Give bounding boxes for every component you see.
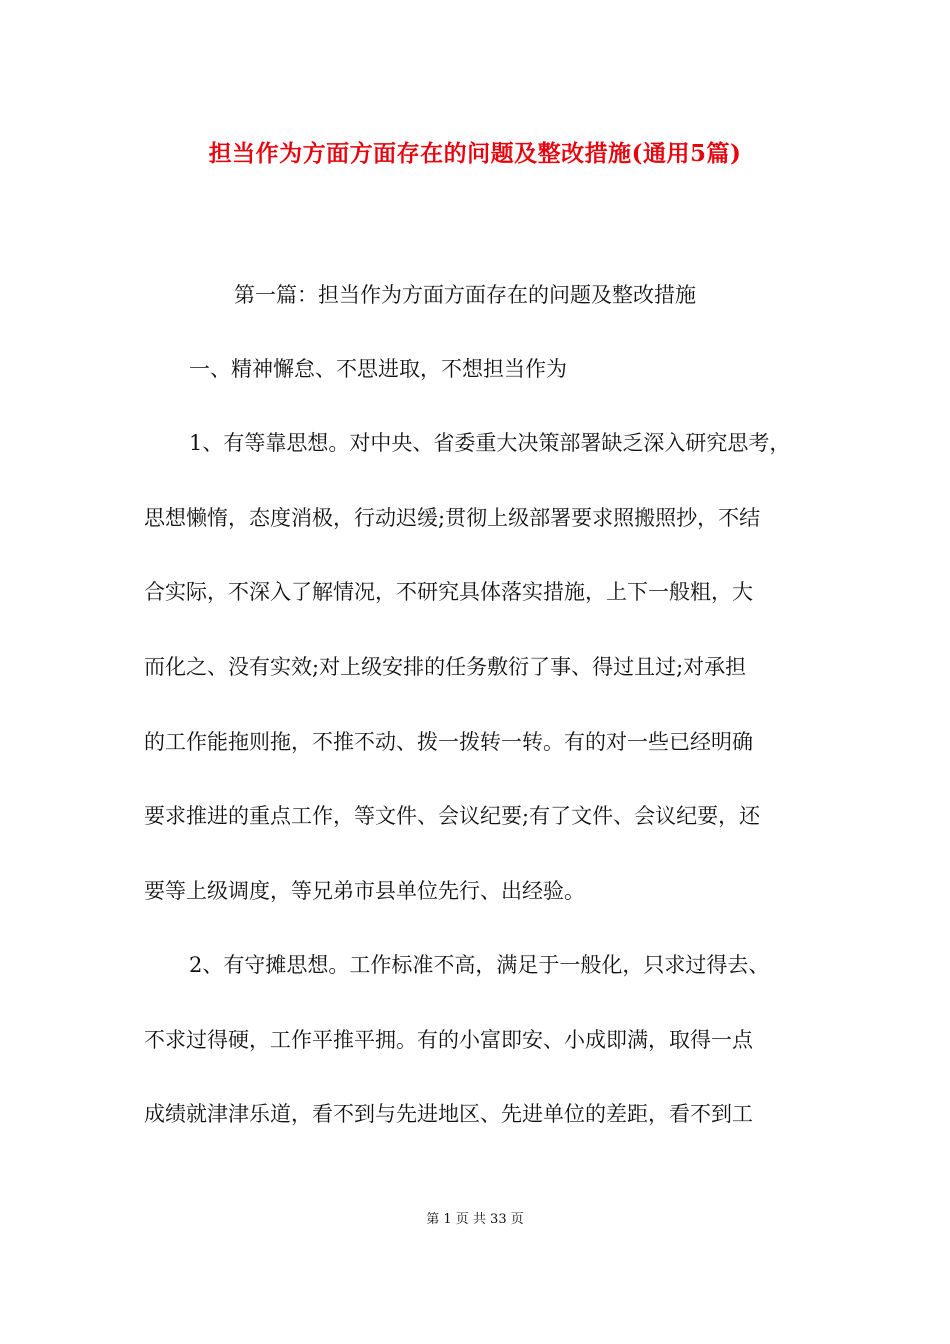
paragraph-line: 合实际，不深入了解情况，不研究具体落实措施，上下一般粗，大 <box>144 580 753 604</box>
paragraph-line: 要求推进的重点工作，等文件、会议纪要;有了文件、会议纪要，还 <box>144 804 761 828</box>
paragraph-line: 的工作能拖则拖，不推不动、拨一拨转一转。有的对一些已经明确 <box>144 730 753 754</box>
paragraph-line: 要等上级调度，等兄弟市县单位先行、出经验。 <box>144 879 585 903</box>
paragraph-line: 而化之、没有实效;对上级安排的任务敷衍了事、得过且过;对承担 <box>144 655 747 679</box>
paragraph-line: 不求过得硬，工作平推平拥。有的小富即安、小成即满，取得一点 <box>144 1028 753 1052</box>
paragraph-line: 成绩就津津乐道，看不到与先进地区、先进单位的差距，看不到工 <box>144 1102 753 1126</box>
paragraph-line: 1、有等靠思想。对中央、省委重大决策部署缺乏深入研究思考， <box>189 431 791 455</box>
section-heading: 一、精神懈怠、不思进取，不想担当作为 <box>189 357 567 381</box>
section-subtitle: 第一篇：担当作为方面方面存在的问题及整改措施 <box>234 283 696 307</box>
document-title: 担当作为方面方面存在的问题及整改措施(通用5篇) <box>208 140 742 167</box>
paragraph-line: 思想懒惰，态度消极，行动迟缓;贯彻上级部署要求照搬照抄，不结 <box>144 506 761 530</box>
page-number: 第 1 页 共 33 页 <box>426 1212 524 1227</box>
paragraph-line: 2、有守摊思想。工作标准不高，满足于一般化，只求过得去、 <box>189 953 770 977</box>
